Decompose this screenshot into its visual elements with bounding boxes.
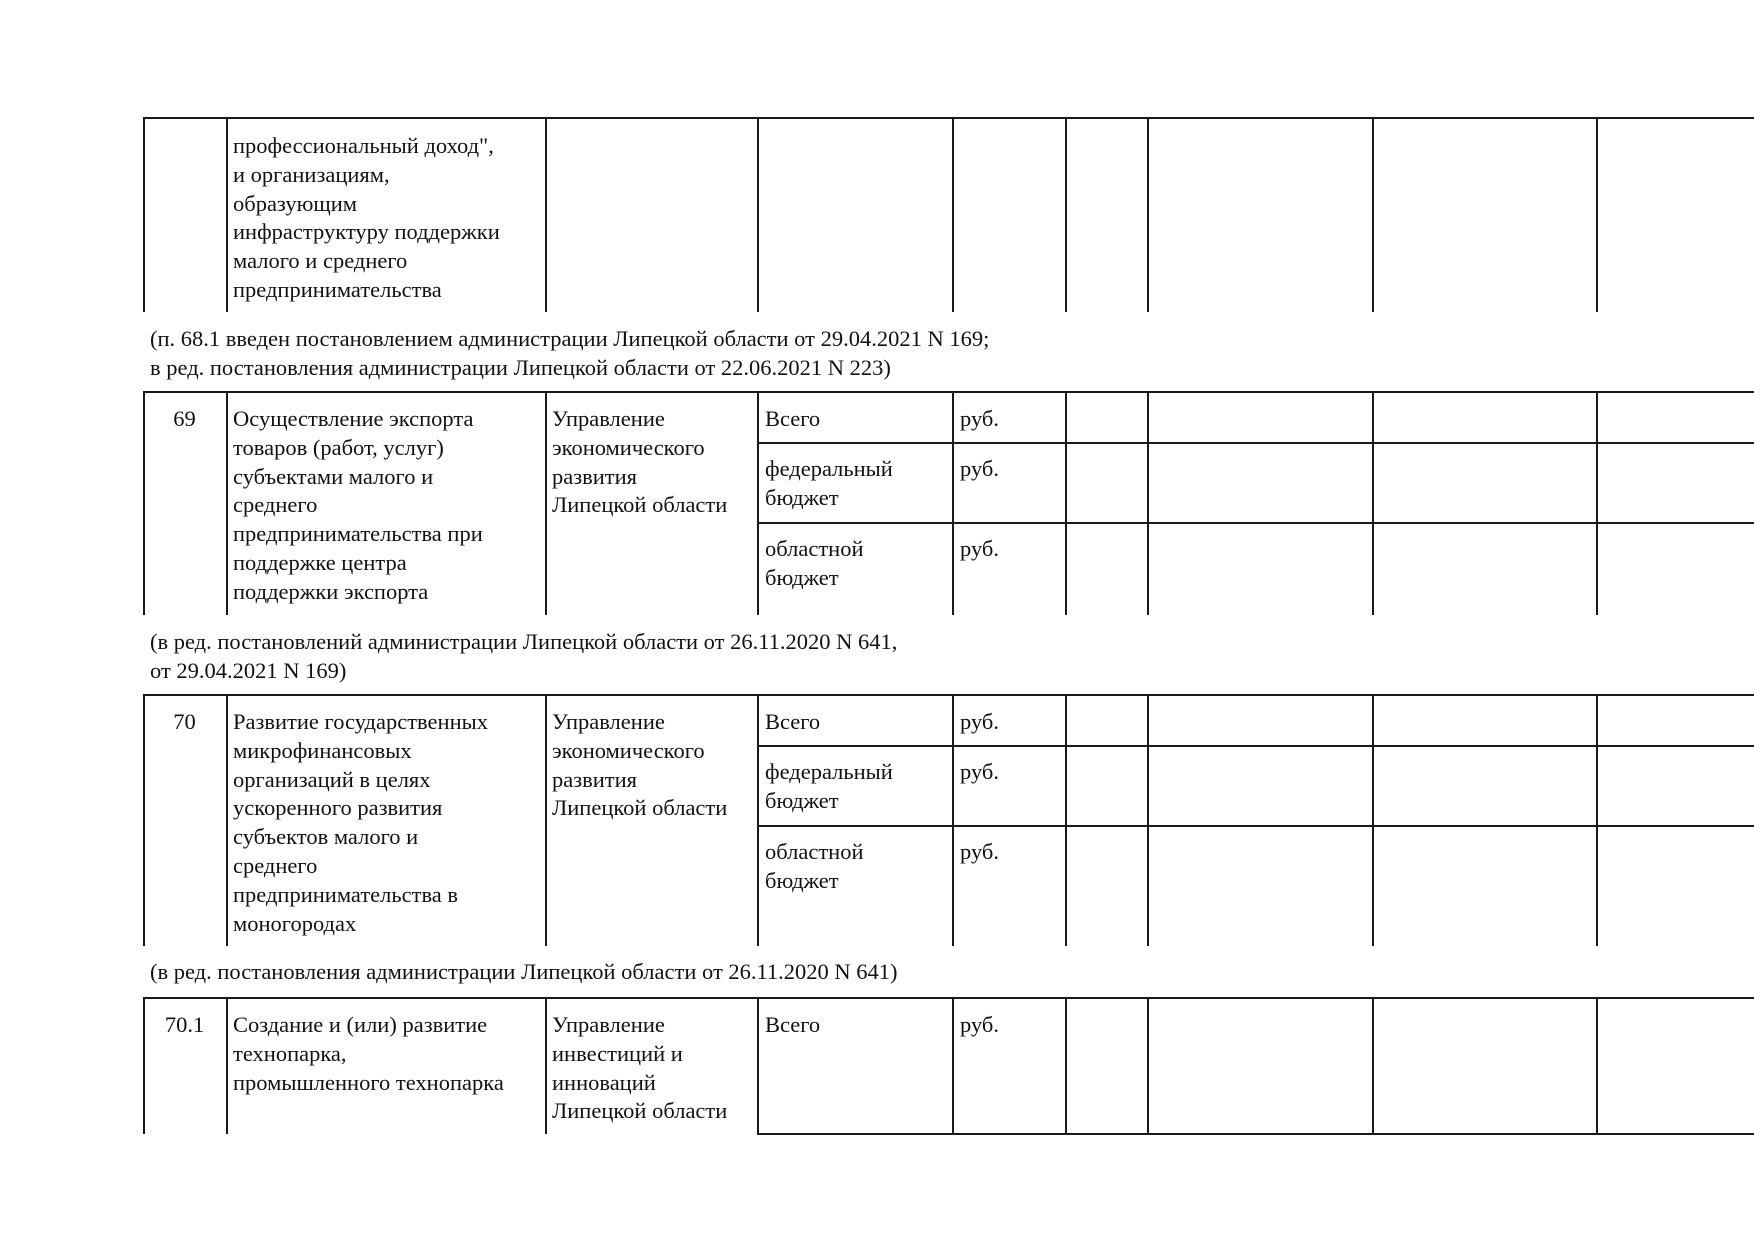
row-70-unit-federal: руб. [960,759,999,784]
row-69-source-federal: федеральный бюджет [765,456,893,510]
row-70-source-regional: областной бюджет [765,839,864,893]
table-rule [757,522,1754,524]
table-rule [1147,694,1149,946]
table-rule [1147,997,1149,1134]
table-rule [1372,694,1374,946]
row-69-unit-regional: руб. [960,536,999,561]
row-68-1-name: профессиональный доход", и организациям, образующим инфраструктуру поддержки малого и среднего предпринимательства [233,133,500,302]
row-70-executor: Управление экономического развития Липецкой области [552,709,728,821]
table-rule [545,117,547,312]
table-rule [1065,117,1067,312]
table-rule [1372,997,1374,1134]
table-rule [1147,117,1149,312]
table-rule [1065,694,1067,946]
table-rule [1596,997,1598,1134]
row-70-source-federal: федеральный бюджет [765,759,893,813]
table-rule [143,694,1754,696]
table-rule [757,825,1754,827]
table-rule [1147,391,1149,615]
table-rule [226,117,228,312]
table-rule [1065,997,1067,1134]
table-rule [1596,117,1598,312]
row-69-number: 69 [173,406,196,431]
table-rule [1372,391,1374,615]
row-70-source-total: Всего [765,709,821,734]
table-rule [226,694,228,946]
table-rule [757,442,1754,444]
table-rule [952,694,954,946]
table-rule [143,997,1754,999]
row-70-unit-regional: руб. [960,839,999,864]
row-69-unit-federal: руб. [960,456,999,481]
row-69-executor: Управление экономического развития Липецкой области [552,406,728,518]
row-70-name: Развитие государственных микрофинансовых организаций в целях ускоренного развития субъектов малого и среднего предпринимательства в моногородах [233,709,488,936]
table-rule [1596,694,1598,946]
table-rule [143,117,1754,119]
amendment-note-69: (в ред. постановлений администрации Липецкой области от 26.11.2020 N 641, от 29.04.2021 N 169) [150,629,898,683]
row-70-unit-total: руб. [960,709,999,734]
table-rule [757,745,1754,747]
table-rule [143,117,145,312]
table-rule [757,694,759,946]
table-rule [226,391,228,615]
table-rule [757,117,759,312]
amendment-note-68-1: (п. 68.1 введен постановлением администрации Липецкой области от 29.04.2021 N 169; в ред. постановления администрации Липецкой области от 22.06.2021 N 223) [150,326,990,380]
table-rule [545,997,547,1134]
table-rule [545,391,547,615]
table-rule [1065,391,1067,615]
table-rule [757,391,759,615]
row-70-1-name: Создание и (или) развитие технопарка, промышленного технопарка [233,1012,504,1095]
row-70-1-executor: Управление инвестиций и инноваций Липецкой области [552,1012,728,1124]
amendment-note-70: (в ред. постановления администрации Липецкой области от 26.11.2020 N 641) [150,959,898,984]
table-rule [545,694,547,946]
table-rule [952,391,954,615]
table-rule [1372,117,1374,312]
row-69-source-total: Всего [765,406,821,431]
table-rule [1596,391,1598,615]
table-rule [952,117,954,312]
row-70-1-number: 70.1 [164,1012,205,1037]
table-rule [143,391,1754,393]
row-69-name: Осуществление экспорта товаров (работ, услуг) субъектами малого и среднего предпринимательства при поддержке центра поддержки экспорта [233,406,483,604]
table-rule [757,1133,1754,1135]
row-69-unit-total: руб. [960,406,999,431]
row-70-1-unit-total: руб. [960,1012,999,1037]
row-70-1-source-total: Всего [765,1012,821,1037]
table-rule [757,997,759,1134]
table-rule [952,997,954,1134]
row-69-source-regional: областной бюджет [765,536,864,590]
table-rule [226,997,228,1134]
row-70-number: 70 [173,709,196,734]
